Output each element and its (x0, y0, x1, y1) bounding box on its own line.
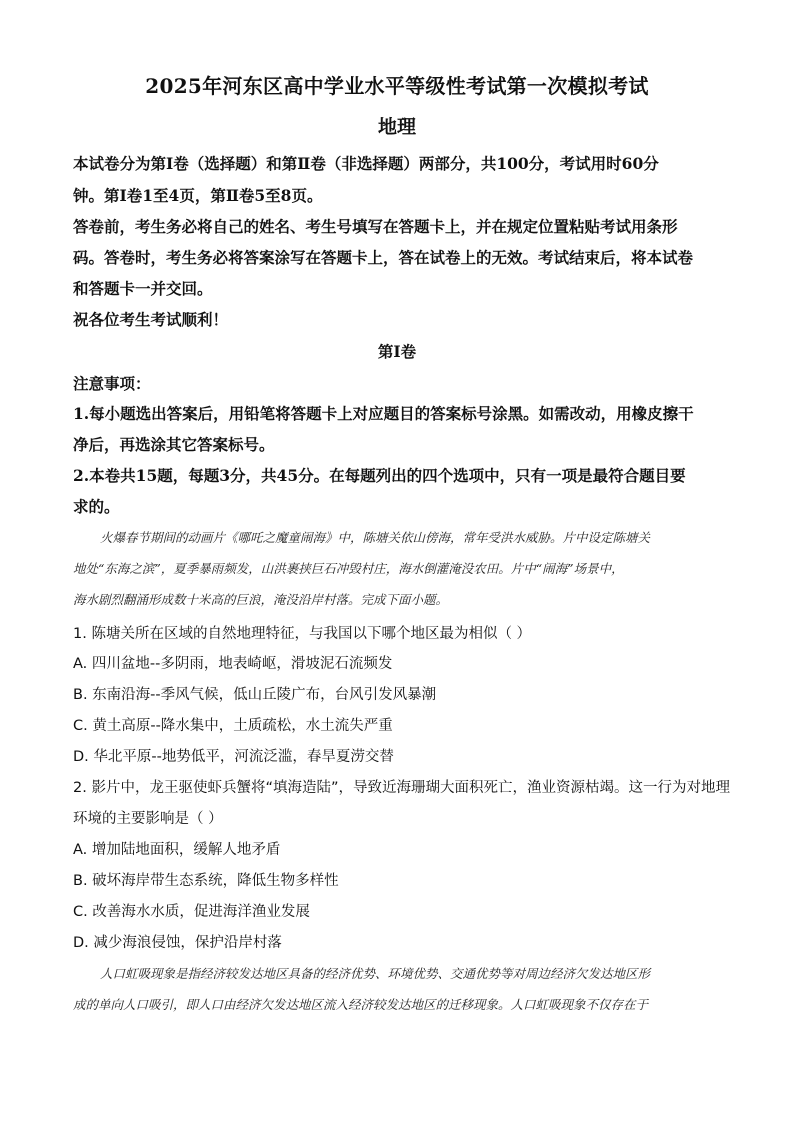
passage-1-line-2: 地处“东海之滨”，夏季暴雨频发，山洪裹挟巨石冲毁村庄，海水倒灌淹没农田。片中“闹海”场景中， (73, 561, 624, 576)
note-2-line-2: 求的。 (73, 497, 120, 516)
subject-title: 地理 (377, 116, 416, 138)
notes-title: 注意事项： (73, 374, 151, 393)
passage-2-line-1: 人口虹吸现象是指经济较发达地区具备的经济优势、环境优势、交通优势等对周边经济欠发达地区形 (100, 966, 651, 981)
intro-line-4: 码。答卷时，考生务必将答案涂写在答题卡上，答在试卷上的无效。考试结束后，将本试卷 (73, 248, 694, 267)
passage-1-line-3: 海水剧烈翻涌形成数十米高的巨浪，淹没沿岸村落。完成下面小题。 (73, 592, 449, 607)
note-2-line-1: 2.本卷共15题，每题3分，共45分。在每题列出的四个选项中，只有一项是最符合题目要 (73, 466, 686, 485)
question-2-option-a: A. 增加陆地面积，缓解人地矛盾 (73, 842, 281, 858)
question-2-option-c: C. 改善海水水质，促进海洋渔业发展 (73, 904, 310, 920)
question-1-option-a: A. 四川盆地--多阴雨，地表崎岖，滑坡泥石流频发 (73, 656, 393, 672)
question-1-option-b: B. 东南沿海--季风气候，低山丘陵广布，台风引发风暴潮 (73, 687, 437, 703)
question-2-option-d: D. 减少海浪侵蚀，保护沿岸村落 (73, 935, 282, 951)
intro-line-6: 祝各位考生考试顺利！ (73, 310, 229, 329)
passage-2-line-2: 成的单向人口吸引，即人口由经济欠发达地区流入经济较发达地区的迁移现象。人口虹吸现象不仅存在于 (73, 997, 649, 1012)
exam-title: 2025年河东区高中学业水平等级性考试第一次模拟考试 (145, 74, 649, 98)
question-2-stem-line-2: 环境的主要影响是（ ） (73, 811, 223, 827)
intro-line-1: 本试卷分为第Ⅰ卷（选择题）和第Ⅱ卷（非选择题）两部分，共100分，考试用时60分 (73, 154, 659, 173)
note-1-line-2: 净后，再选涂其它答案标号。 (73, 435, 275, 454)
question-1-option-d: D. 华北平原--地势低平，河流泛滥，春旱夏涝交替 (73, 749, 394, 765)
volume-1-title: 第Ⅰ卷 (377, 342, 417, 361)
question-2-option-b: B. 破坏海岸带生态系统，降低生物多样性 (73, 873, 339, 889)
passage-1-line-1: 火爆春节期间的动画片《哪吒之魔童闹海》中，陈塘关依山傍海，常年受洪水威胁。片中设定陈塘关 (100, 530, 651, 545)
question-1-option-c: C. 黄土高原--降水集中，土质疏松，水土流失严重 (73, 718, 393, 734)
question-2-stem-line-1: 2. 影片中，龙王驱使虾兵蟹将“填海造陆”，导致近海珊瑚大面积死亡，渔业资源枯竭。这一行为对地理 (73, 780, 730, 796)
intro-line-3: 答卷前，考生务必将自己的姓名、考生号填写在答题卡上，并在规定位置粘贴考试用条形 (73, 217, 678, 236)
note-1-line-1: 1.每小题选出答案后，用铅笔将答题卡上对应题目的答案标号涂黑。如需改动，用橡皮擦干 (73, 404, 694, 423)
question-1-stem: 1. 陈塘关所在区域的自然地理特征，与我国以下哪个地区最为相似（ ） (73, 626, 532, 642)
intro-line-5: 和答题卡一并交回。 (73, 279, 213, 298)
intro-line-2: 钟。第Ⅰ卷1至4页，第Ⅱ卷5至8页。 (73, 186, 323, 205)
